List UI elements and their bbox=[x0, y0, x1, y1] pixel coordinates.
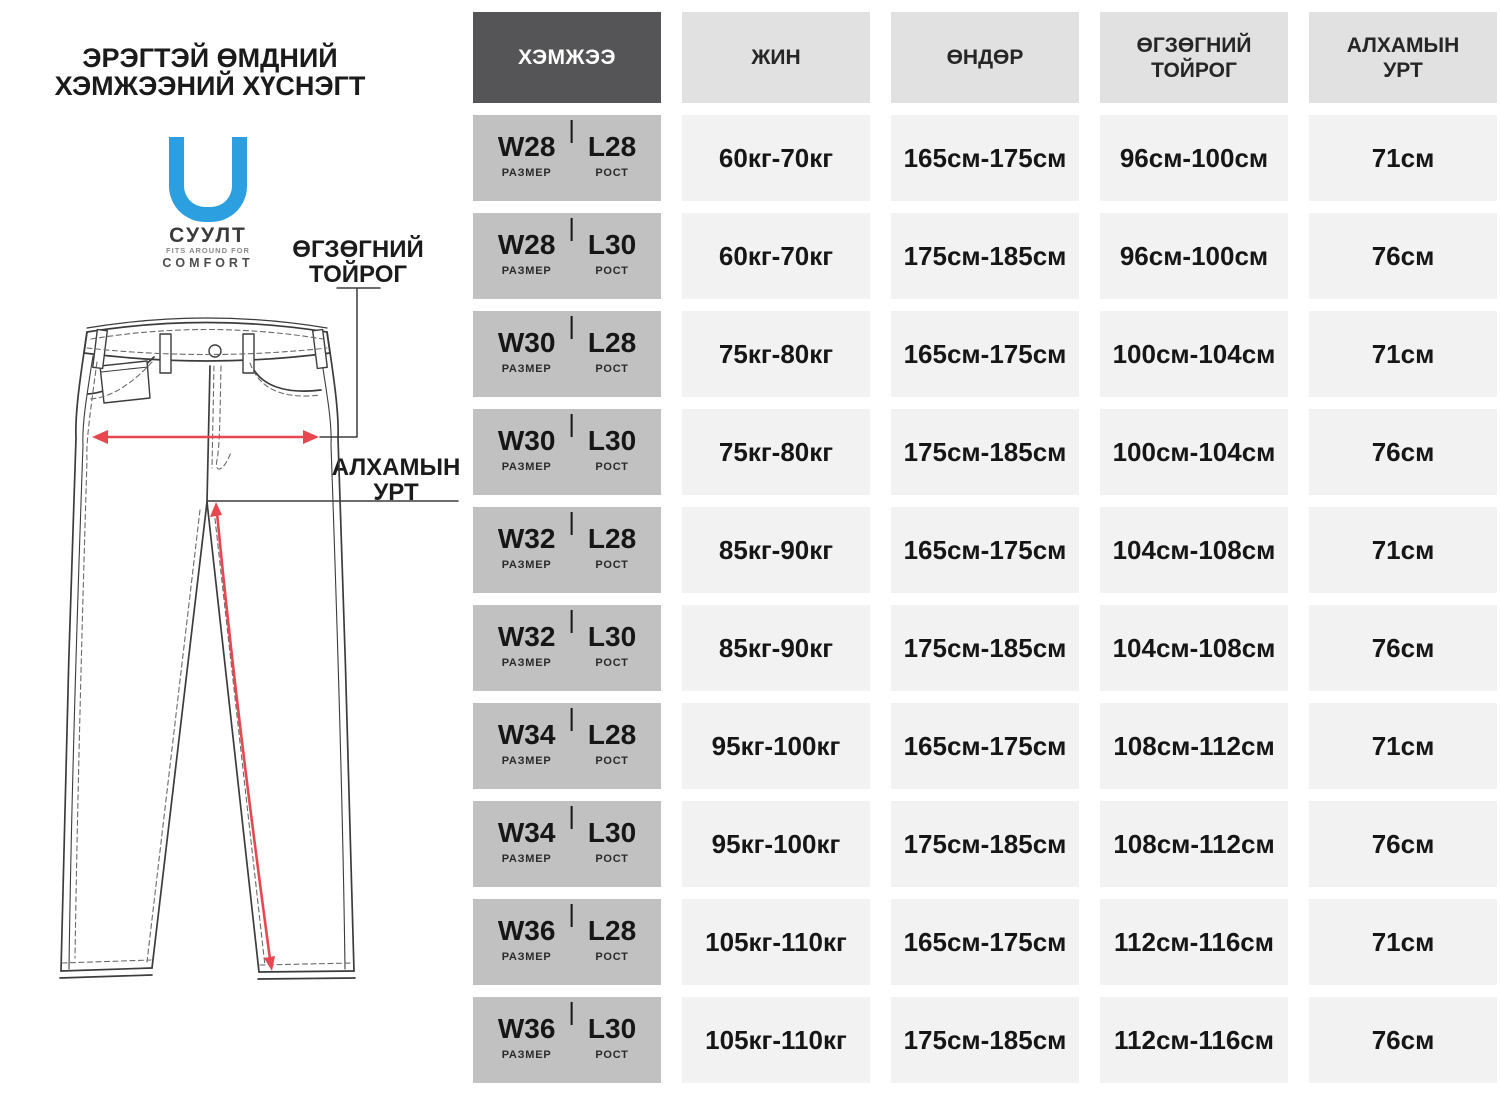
size-width-group bbox=[498, 622, 556, 669]
size-width-sublabel: РАЗМЕР bbox=[501, 853, 552, 865]
size-width-sublabel: РАЗМЕР bbox=[501, 755, 552, 767]
size-width-value: W34 bbox=[497, 817, 556, 848]
size-divider: | bbox=[568, 312, 575, 340]
height-cell: 165см-175см bbox=[891, 507, 1079, 593]
col-header-size: ХЭМЖЭЭ bbox=[473, 12, 661, 103]
col-header-height: ӨНДӨР bbox=[891, 12, 1079, 103]
inseam-measure-label-line1: АЛХАМЫН bbox=[331, 454, 461, 481]
size-width-value: W28 bbox=[497, 131, 556, 162]
size-cell bbox=[473, 409, 661, 495]
size-width-group bbox=[498, 230, 556, 277]
weight-cell: 60кг-70кг bbox=[682, 213, 870, 299]
size-divider: | bbox=[568, 998, 575, 1026]
col-header-hip: ӨГЗӨГНИЙ ТОЙРОГ bbox=[1100, 12, 1288, 103]
size-divider: | bbox=[568, 704, 575, 732]
inseam-cell: 71см bbox=[1309, 115, 1497, 201]
size-length-sublabel: РОСТ bbox=[595, 167, 629, 179]
size-length-sublabel: РОСТ bbox=[595, 853, 629, 865]
size-divider: | bbox=[568, 116, 575, 144]
inseam-cell: 76см bbox=[1309, 409, 1497, 495]
logo-tagline-top: FITS AROUND FOR bbox=[166, 246, 250, 255]
size-cell bbox=[473, 115, 661, 201]
size-length-group bbox=[588, 524, 636, 571]
weight-cell: 75кг-80кг bbox=[682, 311, 870, 397]
size-length-group bbox=[588, 1014, 636, 1061]
hip-cell: 100см-104см bbox=[1100, 311, 1288, 397]
weight-cell: 60кг-70кг bbox=[682, 115, 870, 201]
size-width-sublabel: РАЗМЕР bbox=[501, 461, 552, 473]
logo-u-icon bbox=[169, 137, 247, 222]
size-cell bbox=[473, 213, 661, 299]
height-cell: 165см-175см bbox=[891, 703, 1079, 789]
size-length-value: L30 bbox=[587, 1013, 637, 1044]
inseam-measure-label bbox=[330, 455, 462, 505]
size-cell bbox=[473, 899, 661, 985]
size-table bbox=[473, 12, 1497, 1083]
weight-cell: 85кг-90кг bbox=[682, 605, 870, 691]
inseam-cell: 71см bbox=[1309, 703, 1497, 789]
hip-cell: 108см-112см bbox=[1100, 801, 1288, 887]
col-header-weight: ЖИН bbox=[682, 12, 870, 103]
weight-cell: 95кг-100кг bbox=[682, 703, 870, 789]
size-length-sublabel: РОСТ bbox=[595, 755, 629, 767]
hip-cell: 100см-104см bbox=[1100, 409, 1288, 495]
hip-cell: 96см-100см bbox=[1100, 213, 1288, 299]
logo-name: СУУЛТ bbox=[169, 224, 247, 247]
size-width-group bbox=[498, 916, 556, 963]
page-title bbox=[40, 44, 380, 100]
size-length-value: L30 bbox=[587, 621, 637, 652]
size-length-sublabel: РОСТ bbox=[595, 559, 629, 571]
size-length-value: L30 bbox=[587, 817, 637, 848]
hip-measure-label-line1: ӨГЗӨГНИЙ bbox=[292, 236, 424, 263]
size-length-sublabel: РОСТ bbox=[595, 265, 629, 277]
size-width-group bbox=[498, 132, 556, 179]
size-length-group bbox=[588, 132, 636, 179]
size-length-sublabel: РОСТ bbox=[595, 461, 629, 473]
size-width-group bbox=[498, 328, 556, 375]
size-divider: | bbox=[568, 214, 575, 242]
weight-cell: 95кг-100кг bbox=[682, 801, 870, 887]
size-width-sublabel: РАЗМЕР bbox=[501, 363, 552, 375]
hip-cell: 108см-112см bbox=[1100, 703, 1288, 789]
size-width-group bbox=[498, 1014, 556, 1061]
hip-measure-label bbox=[288, 237, 428, 287]
size-width-value: W30 bbox=[497, 327, 556, 358]
size-length-value: L28 bbox=[587, 327, 637, 358]
hip-cell: 112см-116см bbox=[1100, 899, 1288, 985]
size-width-group bbox=[498, 818, 556, 865]
size-cell bbox=[473, 507, 661, 593]
inseam-cell: 71см bbox=[1309, 507, 1497, 593]
inseam-cell: 71см bbox=[1309, 899, 1497, 985]
size-length-group bbox=[588, 622, 636, 669]
size-length-group bbox=[588, 426, 636, 473]
size-width-value: W28 bbox=[497, 229, 556, 260]
weight-cell: 105кг-110кг bbox=[682, 997, 870, 1083]
size-divider: | bbox=[568, 802, 575, 830]
size-length-value: L30 bbox=[587, 425, 637, 456]
inseam-cell: 76см bbox=[1309, 605, 1497, 691]
size-width-sublabel: РАЗМЕР bbox=[501, 167, 552, 179]
size-length-value: L30 bbox=[587, 229, 637, 260]
size-length-group bbox=[588, 720, 636, 767]
size-length-value: L28 bbox=[587, 523, 637, 554]
size-length-value: L28 bbox=[587, 131, 637, 162]
hip-measure-label-line2: ТОЙРОГ bbox=[309, 261, 407, 288]
logo-tagline-bottom: COMFORT bbox=[162, 256, 254, 270]
height-cell: 175см-185см bbox=[891, 997, 1079, 1083]
height-cell: 165см-175см bbox=[891, 311, 1079, 397]
size-width-value: W34 bbox=[497, 719, 556, 750]
size-width-value: W32 bbox=[497, 621, 556, 652]
inseam-cell: 76см bbox=[1309, 213, 1497, 299]
size-length-group bbox=[588, 328, 636, 375]
height-cell: 175см-185см bbox=[891, 605, 1079, 691]
size-width-value: W36 bbox=[497, 1013, 556, 1044]
col-header-inseam: АЛХАМЫН УРТ bbox=[1309, 12, 1497, 103]
size-width-value: W30 bbox=[497, 425, 556, 456]
size-cell bbox=[473, 311, 661, 397]
hip-cell: 96см-100см bbox=[1100, 115, 1288, 201]
size-width-sublabel: РАЗМЕР bbox=[501, 951, 552, 963]
size-width-sublabel: РАЗМЕР bbox=[501, 657, 552, 669]
size-divider: | bbox=[568, 900, 575, 928]
height-cell: 175см-185см bbox=[891, 801, 1079, 887]
inseam-cell: 76см bbox=[1309, 801, 1497, 887]
weight-cell: 105кг-110кг bbox=[682, 899, 870, 985]
size-width-sublabel: РАЗМЕР bbox=[501, 265, 552, 277]
size-length-sublabel: РОСТ bbox=[595, 657, 629, 669]
size-width-sublabel: РАЗМЕР bbox=[501, 1049, 552, 1061]
size-divider: | bbox=[568, 606, 575, 634]
hip-cell: 104см-108см bbox=[1100, 507, 1288, 593]
size-length-value: L28 bbox=[587, 915, 637, 946]
size-width-group bbox=[498, 720, 556, 767]
height-cell: 165см-175см bbox=[891, 115, 1079, 201]
size-cell bbox=[473, 801, 661, 887]
height-cell: 165см-175см bbox=[891, 899, 1079, 985]
size-divider: | bbox=[568, 508, 575, 536]
height-cell: 175см-185см bbox=[891, 213, 1079, 299]
size-length-sublabel: РОСТ bbox=[595, 951, 629, 963]
size-width-group bbox=[498, 524, 556, 571]
size-divider: | bbox=[568, 410, 575, 438]
size-length-group bbox=[588, 818, 636, 865]
weight-cell: 85кг-90кг bbox=[682, 507, 870, 593]
size-width-value: W36 bbox=[497, 915, 556, 946]
hip-cell: 112см-116см bbox=[1100, 997, 1288, 1083]
page-title-line1: ЭРЭГТЭЙ ӨМДНИЙ bbox=[82, 43, 338, 73]
size-width-value: W32 bbox=[497, 523, 556, 554]
size-width-group bbox=[498, 426, 556, 473]
size-length-group bbox=[588, 230, 636, 277]
size-length-value: L28 bbox=[587, 719, 637, 750]
weight-cell: 75кг-80кг bbox=[682, 409, 870, 495]
height-cell: 175см-185см bbox=[891, 409, 1079, 495]
size-width-sublabel: РАЗМЕР bbox=[501, 559, 552, 571]
inseam-measure-label-line2: УРТ bbox=[373, 479, 419, 506]
size-cell bbox=[473, 605, 661, 691]
page-title-line2: ХЭМЖЭЭНИЙ ХҮСНЭГТ bbox=[54, 71, 366, 101]
inseam-cell: 71см bbox=[1309, 311, 1497, 397]
hip-cell: 104см-108см bbox=[1100, 605, 1288, 691]
size-length-group bbox=[588, 916, 636, 963]
size-length-sublabel: РОСТ bbox=[595, 1049, 629, 1061]
size-cell bbox=[473, 997, 661, 1083]
size-cell bbox=[473, 703, 661, 789]
size-length-sublabel: РОСТ bbox=[595, 363, 629, 375]
inseam-cell: 76см bbox=[1309, 997, 1497, 1083]
